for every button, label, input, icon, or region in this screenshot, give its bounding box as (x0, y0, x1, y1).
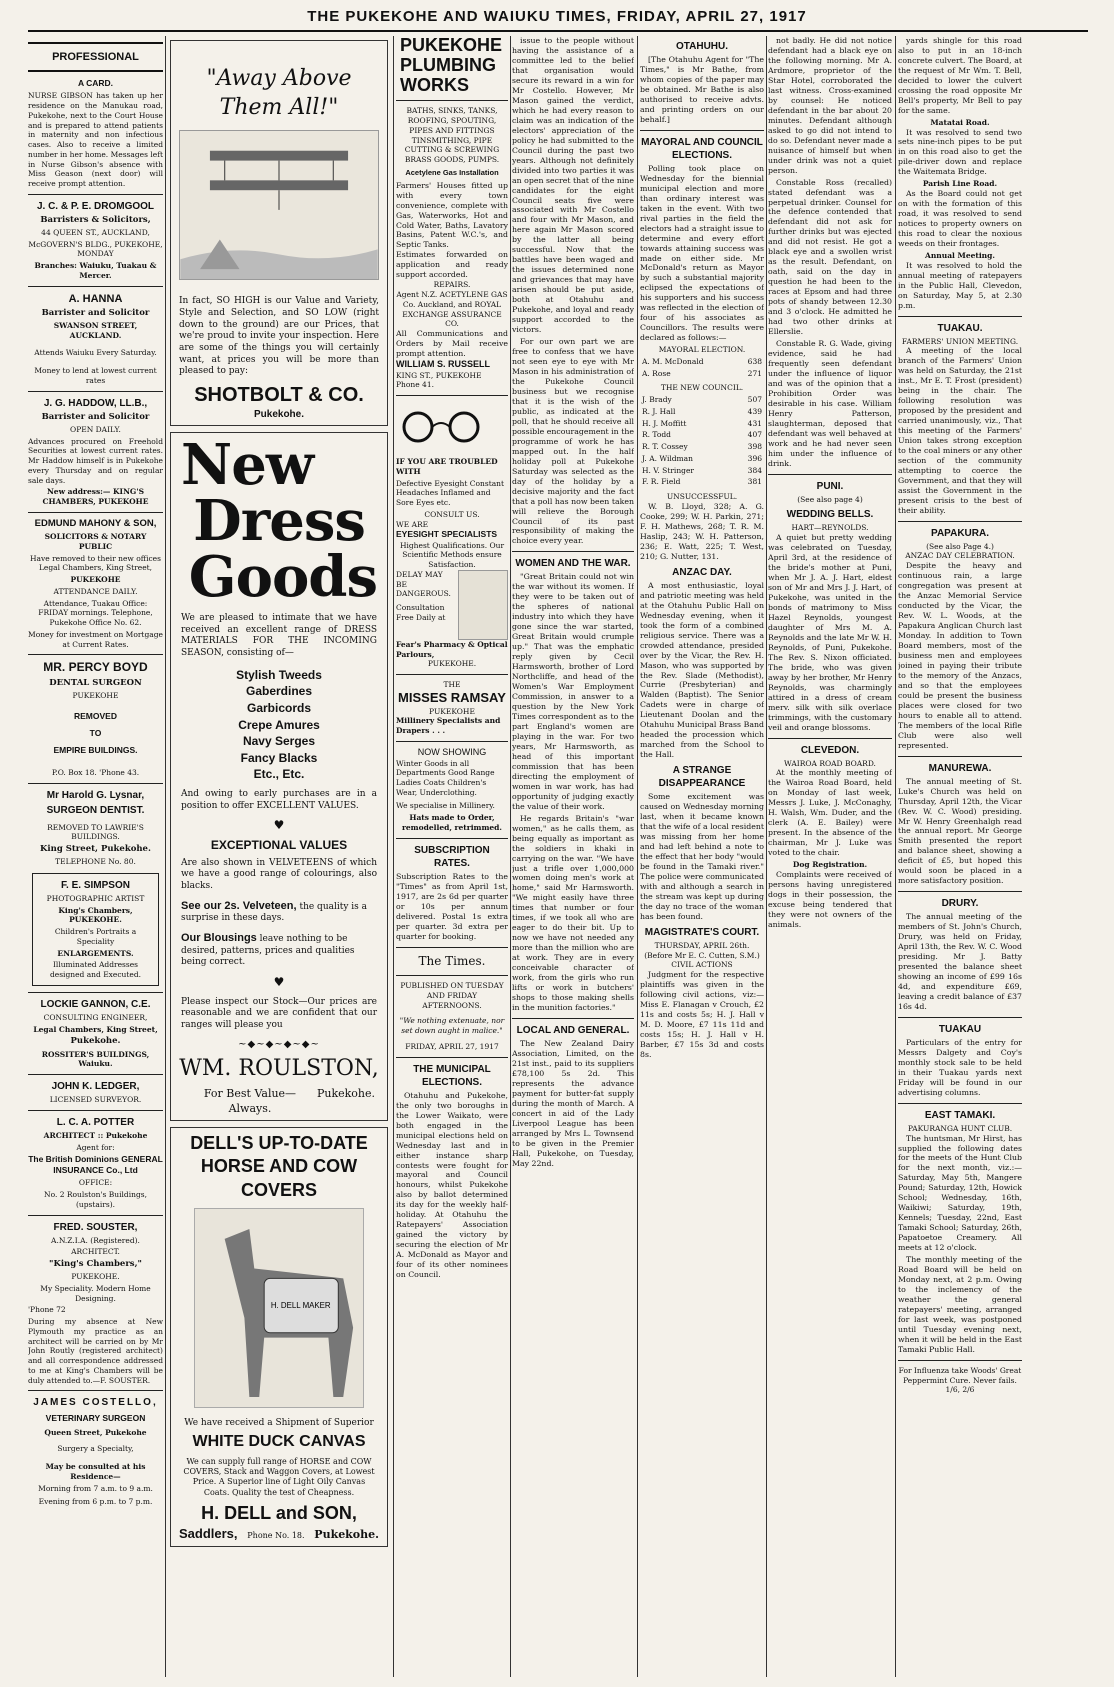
fear-town: PUKEKOHE. (427, 659, 477, 669)
column-six (768, 36, 892, 1677)
papakura-note: (See also Page 4.) (926, 541, 994, 551)
fabric-item: Garbicords (246, 700, 312, 715)
mayoral-title: MAYORAL AND COUNCIL ELECTIONS. (641, 136, 763, 161)
matatai-title: Matatai Road. (930, 117, 990, 127)
column-divider (895, 36, 896, 1677)
mahony-text: Have removed to their new offices Legal Chambers, King Street, (30, 553, 161, 573)
mag-date: THURSDAY, APRIL 26th. (654, 940, 750, 950)
haddow-name: J. G. HADDOW, LL.B., (43, 397, 148, 409)
potter-name: L. C. A. POTTER (56, 1116, 135, 1128)
table-row: R. Todd 407 (642, 430, 762, 440)
unsucc-label: UNSUCCESSFUL. (666, 492, 738, 502)
unsucc-text: W. B. Lloyd, 328; A. G. Cooke, 299; W. H. Parkin, 271; F. H. Mathews, 268; T. R. M. Haslip, 243; W. H. Patterson, 236; E. Watt, 225; T. West, 210; G. Nutter, 131. (640, 501, 764, 561)
table-row: J. Brady 507 (642, 395, 762, 405)
shotbolt-ad (170, 40, 388, 426)
tuakau2-title: TUAKAU (938, 1023, 982, 1035)
fear-consult: CONSULT US. (424, 509, 480, 519)
hanna-name: A. HANNA (68, 292, 123, 305)
plumbing-acetylene: Acetylene Gas Installation (405, 167, 499, 177)
column-divider (165, 36, 166, 1677)
potter-company: The British Dominions GENERAL INSURANCE Co., Ltd (28, 1154, 163, 1176)
fabric-item: Gaberdines (245, 684, 313, 699)
plumbing-comms: All Communications and Orders by Mail receive prompt attention. (396, 329, 508, 359)
flu-ad: For Influenza take Woods' Great Peppermint Cure. Never fails. 1/6, 2/6 (898, 1365, 1022, 1395)
table-row: A. M. McDonald 638 (642, 356, 762, 366)
otahuhu-note: [The Otahuhu Agent for "The Times," is Mr Bathe, from whom copies of the paper may be obtained. Mr Bathe is also authorised to receive advts. and printing orders on our behalf.] (640, 55, 764, 124)
column-three (396, 36, 508, 1677)
fabric-item: Crepe Amures (238, 717, 320, 732)
column-four (512, 36, 634, 1677)
municipal-title: THE MUNICIPAL ELECTIONS. (413, 1063, 491, 1088)
plumbing-title: PUKEKOHE PLUMBING WORKS (400, 36, 503, 95)
east-road-text: The monthly meeting of the Road Board will be held on Monday next, at 2 p.m. Owing to the inclemency of the weather the general ratepayers' meeting, arranged for last week, was postponed until Tuesday evening next, when it will be held in the East Tamaki Public Hall. (898, 1255, 1022, 1354)
dromgool-addr: 44 QUEEN ST., AUCKLAND, (41, 227, 150, 237)
haddow-addr: New address:— KING'S CHAMBERS, PUKEKOHE (42, 487, 149, 507)
dell-headline1: DELL'S UP-TO-DATE (190, 1132, 368, 1153)
table-row: A. Rose 271 (642, 368, 762, 378)
blanket-label: H. DELL MAKER (270, 1301, 331, 1311)
anzac-title: ANZAC DAY. (672, 566, 732, 578)
simpson-spec: Children's Portraits a Speciality (54, 927, 137, 946)
mayor-results-table (640, 355, 764, 381)
tuakau2-text: Particulars of the entry for Messrs Dalgety and Coy's monthly stock sale to be held in their Tuakau yards next Friday will be found in our advertising columns. (898, 1037, 1022, 1097)
dromgool-name: J. C. & P. E. DROMGOOL (36, 200, 155, 212)
boyd-town: PUKEKOHE (72, 691, 119, 701)
roulston-slogan: For Best Value—Always. (203, 1087, 297, 1115)
matatai-text: It was resolved to send two sets nine-inch pipes to be put in on this road also to get the pile-driver down and replace the Waitemata Bridge. (898, 127, 1022, 177)
ramsay-goods: Winter Goods in all Departments Good Range Ladies Coats Children's Wear, Underclothing. (396, 758, 495, 797)
horse-illustration (194, 1208, 364, 1408)
exceptional-text: Are also shown in VELVETEENS of which we have a good range of colourings, also blacks. (181, 857, 377, 891)
farmers-text: A meeting of the local branch of the Farmers' Union was held on Saturday, the 21st inst., Mr E. T. Frost (president) being in the chair. The following resolution was proposed by the president and carried unanimously, viz., That this meeting of the Farmers' Union takes strong exception to the coal miners or any other section of the community attempting to coerce the Government, and that they will assist the Government in the present crisis to the best of their ability. (898, 346, 1022, 515)
mayoral-text: Polling took place on Wednesday for the biennial municipal election and more than ordinary interest was taken in the event. With two rival parties in the field the electors had a straight issue to determine and every effort towards attaining success was made on either side. Mr McDonald's return as Mayor by such a substantial majority eclipsed the expectations of his supporters and his success was reflected in the election of four of his associates as Councillors. The results were declared as follows:— (640, 163, 764, 343)
mag-civil: CIVIL ACTIONS (671, 960, 733, 970)
souster-text: During my absence at New Plymouth my practice as an architect will be carried on by Mr John Routly (registered architect) and all correspondence addressed to me at King's Chambers will be duly attended to.—F. SOUSTER. (28, 1317, 163, 1385)
shotbolt-town: Pukekohe. (253, 409, 305, 421)
table-row: R. T. Cossey 398 (642, 442, 762, 452)
puni-note: (See also page 4) (797, 494, 863, 504)
potter-office: OFFICE: (78, 1178, 113, 1188)
drury-text: The annual meeting of the members of St. John's Church, Drury, was held on Friday, April 13th, the Rev. W. C. Wood presiding. Mr J. Batty presented the balance sheet showing an income of £99 16s 4d, and expenditure £69, leaving a credit balance of £37 16s 4d. (898, 912, 1022, 1011)
anzac2-text: Despite the heavy and continuous rain, a large congregation was present at the Anzac Memorial Service conducted by the Vicar, the Rev. W. L. Woods, at the Papakura Anglican Church last Monday. In addition to Town Board members, most of the business men and employees joined in paying their tribute to the memory of the Anzacs, and so that the employees could be present the business places were closed for two hours to enable all to attend. The members of the local Rifle Club were also well represented. (898, 561, 1022, 750)
clevedon-title: CLEVEDON. (800, 744, 860, 756)
dell-ad (170, 1127, 388, 1548)
dell-text: We can supply full range of HORSE and COW COVERS, Stack and Waggon Covers, at Lowest Price. A Superior line of Light Oily Canvas Coats. Quality the test of Cheapness. (183, 1456, 375, 1497)
dog-text: Complaints were received of persons having unregistered dogs in their possession, the excuse being tendered that they were not owners of the animals. (768, 869, 892, 929)
plumbing-name: WILLIAM S. RUSSELL (396, 358, 490, 369)
parish-title: Parish Line Road. (922, 179, 998, 189)
local-title: LOCAL AND GENERAL. (516, 1025, 630, 1037)
costello-text: May be consulted at his Residence— (45, 1461, 146, 1481)
mahony-tuakau: Attendance, Tuakau Office: FRIDAY mornings. Telephone, Pukekohe Office No. 62. (38, 598, 153, 628)
potter-role: ARCHITECT :: Pukekohe (43, 1130, 148, 1140)
blousings-bold: Our Blousings (181, 931, 257, 944)
ramsay-now: NOW SHOWING (417, 746, 487, 757)
mayoral-label: MAYORAL ELECTION. (658, 345, 746, 355)
road-text: yards shingle for this road also to put in an 18-inch concrete culvert. The Board, at the request of Mr Wm. T. Bell, decided to lower the culvert crossing the road opposite Mr Bell's property, Mr Bell to pay for the same. (898, 36, 1022, 115)
hunt-title: PAKURANGA HUNT CLUB. (907, 1123, 1013, 1133)
column-divider (393, 36, 394, 1677)
plumbing-repairs: REPAIRS. (433, 280, 471, 290)
potter-office-addr: No. 2 Roulston's Buildings, (upstairs). (44, 1190, 147, 1209)
plumbing-services: BATHS, SINKS, TANKS, ROOFING, SPOUTING, PIPES AND FITTINGS TINSMITHING, PIPE CUTTING & SCREWING BRASS GOODS, PUMPS. (404, 106, 500, 165)
money-note: Money to lend at lowest current rates (34, 366, 157, 385)
plumbing-estimates: Estimates forwarded on application and ready support accorded. (396, 250, 508, 280)
dog-title: Dog Registration. (792, 860, 868, 869)
simpson-addr2: Illuminated Addresses designed and Executed. (49, 960, 142, 980)
editorial-text-2: For our own part we are free to confess that we have not seen eye to eye with Mr Mason in his administration of the Pukekohe Council business but we recognise that it is the wish of the public, as indicated at the poll, that he should receive all possible encouragement in the programme of work he has mapped out. In the half holiday poll at Pukekohe Saturday was selected as the day of the holiday by a decisive majority and the fact that a poll has now been taken will relieve the Borough Council of its past responsibility of making the choice every year. (512, 337, 634, 546)
costello-morning: Morning from 7 a.m. to 9 a.m. (38, 1484, 153, 1494)
simpson-addr: King's Chambers, PUKEKOHE. (58, 905, 133, 925)
dell-headline2: HORSE AND COW COVERS (200, 1156, 358, 1200)
mag-before: (Before Mr E. C. Cutten, S.M.) (644, 950, 760, 960)
dell-town: Pukekohe. (314, 1527, 379, 1541)
manurewa-text: The annual meeting of St. Luke's Church was held on Thursday, April 12th, the Vicar (Rev. W. C. Wood) presiding. Mr W. Henry Greenhalgh read the annual report. Mr George Smith presented the report and balance sheet, showing a deficit of £5, but hoped this would soon be placed in a more satisfactory position. (898, 776, 1022, 886)
fear-we-are: WE ARE (396, 519, 429, 529)
fear-list: Defective Eyesight Constant Headaches Inflamed and Sore Eyes etc. (396, 478, 505, 508)
fear-fee: Consultation Free Daily at (396, 603, 446, 622)
dell-received: We have received a Shipment of Superior (184, 1418, 374, 1429)
women-title: WOMEN AND THE WAR. (515, 558, 631, 570)
ramsay-the: THE (443, 680, 461, 690)
simpson-enl: ENLARGEMENTS. (57, 948, 134, 958)
fabric-item: Navy Serges (242, 734, 316, 749)
court-text: not badly. He did not notice defendant had a black eye on the following morning. Mr A. Ardmore, proprietor of the Star Hotel, corroborated the last witness. Cross-examined by counsel: He noticed defendant in the bar about 20 minutes. Defendant although asked to go did not intend to do so. Defendant never made a nuisance of himself but when under drink was not a quiet person. (768, 36, 892, 175)
wedding-sub: HART—REYNOLDS. (791, 523, 869, 533)
otahuhu-title: OTAHUHU. (675, 41, 729, 52)
lysnar-tel: TELEPHONE No. 80. (55, 857, 136, 867)
plumbing-phone: Phone 41. (396, 380, 434, 390)
plumbing-agent: Agent N.Z. ACETYLENE GAS Co. Auckland, and ROYAL EXCHANGE ASSURANCE CO. (396, 290, 508, 329)
heart-ornament-icon: ♥ (273, 975, 285, 990)
souster-role: ARCHITECT. (71, 1247, 120, 1257)
biplane-illustration (179, 130, 379, 280)
spectacles-icon (396, 407, 486, 447)
fear-name: Fear's Pharmacy & Optical Parlours, (396, 639, 508, 659)
dromgool-branches: Branches: Waiuku, Tuakau & Mercer. (34, 261, 157, 280)
haddow-open: OPEN DAILY. (70, 424, 121, 434)
haddow-text: Advances procured on Freehold Securities at lowest current rates. Mr Haddow himself is in Pukekohe every Thursday and on regular sale days. (28, 436, 163, 485)
dell-role: Saddlers, (179, 1525, 238, 1541)
parish-text: As the Board could not get on with the formation of this road, it was resolved to send notices to property owners on this road to clear the noxious weeds on their frontages. (898, 189, 1022, 248)
costello-role: VETERINARY SURGEON (45, 1413, 146, 1424)
annual-text: It was resolved to hold the annual meeting of ratepayers in the Public Hall, Clevedon, on Saturday, May 5, at 2.30 p.m. (898, 260, 1022, 310)
lysnar-name: Mr Harold G. Lysnar, (46, 789, 145, 801)
heart-ornament-icon: ♥ (273, 818, 285, 833)
professional-header: PROFESSIONAL (52, 51, 139, 63)
table-row: R. J. Hall 439 (642, 406, 762, 416)
card-title: A CARD. (77, 78, 114, 89)
souster-spec: My Speciality. Modern Home Designing. (40, 1283, 151, 1303)
ramsay-name: MISSES RAMSAY (398, 689, 506, 705)
wairoa-title: WAIROA ROAD BOARD. (784, 758, 876, 768)
lysnar-removed: REMOVED TO LAWRIE'S BUILDINGS. (47, 822, 144, 842)
subs-text: Subscription Rates to the "Times" as from April 1st, 1917, are 2s 6d per quarter or 10s per annum delivered. Postal 1s extra per quarter. 3d extra per quarter for booking. (396, 871, 508, 941)
shotbolt-name: SHOTBOLT & CO. (194, 384, 364, 407)
council-label: THE NEW COUNCIL. (660, 383, 744, 393)
subs-title: SUBSCRIPTION RATES. (414, 844, 490, 869)
dell-canvas: WHITE DUCK CANVAS (192, 1432, 366, 1450)
roulston-inspect: Please inspect our Stock—Our prices are reasonable and we are confident that our ranges will please you (181, 996, 377, 1030)
wedding-title: WEDDING BELLS. (786, 509, 874, 521)
costello-evening: Evening from 6 p.m. to 7 p.m. (38, 1497, 153, 1507)
masthead (0, 8, 1114, 25)
strange-text: Some excitement was caused on Wednesday morning last, when it became known that the wife of a local resident was missing from her home and had left behind a note to the effect that her body "would be found in the Tamaki river." The police were communicated with and although a search in the stream was kept up during the day no trace of the woman has been found. (640, 792, 764, 921)
drury-title: DRURY. (941, 898, 979, 910)
shotbolt-headline: "Away Above Them All!" (206, 66, 352, 120)
hanna-addr: SWANSON STREET, AUCKLAND. (53, 320, 138, 340)
times-title: The Times. (418, 953, 486, 968)
souster-name: FRED. SOUSTER, (53, 1221, 138, 1233)
velveteen-bold: See our 2s. Velveteen, (181, 899, 297, 912)
boyd-removed: REMOVED (74, 710, 117, 721)
simpson-name: F. E. SIMPSON (61, 879, 130, 891)
papakura-title: PAPAKURA. (931, 527, 989, 539)
gannon-name: LOCKIE GANNON, C.E. (40, 998, 151, 1010)
strange-title: A STRANGE DISAPPEARANCE (658, 765, 746, 790)
costello-spec: Surgery a Specialty, (57, 1444, 134, 1454)
roulston-headline-new: New (181, 432, 314, 499)
boyd-name: MR. PERCY BOYD (43, 660, 148, 675)
times-motto: "We nothing extenuate, nor set down aught in malice." (399, 1016, 505, 1036)
manurewa-title: MANUREWA. (928, 762, 992, 774)
fear-spec: EYESIGHT SPECIALISTS (396, 529, 498, 540)
dell-name: H. DELL and SON, (201, 1503, 357, 1524)
column-five (640, 36, 764, 1677)
mahony-town: PUKEKOHE (70, 575, 121, 585)
mahony-name: EDMUND MAHONY & SON, (34, 517, 157, 529)
mag-title: MAGISTRATE'S COURT. (644, 926, 760, 938)
farmers-title: FARMERS' UNION MEETING. (901, 336, 1019, 346)
roulston-early: And owing to early purchases are in a position to offer EXCELLENT VALUES. (181, 788, 377, 811)
women-text: "Great Britain could not win the war without its women. If they were to be taken out of the spheres of national industry into which they have gone since the war started, Great Britain would crumple up." That was the emphatic reply given by Cecil Harmsworth, brother of Lord Northcliffe, and head of the Women's War Employment Commission, in answer to a question by the New York Times correspondent as to the part England's women are playing in the war. For two years, Mr Harmsworth, as head of this important commission that has been directing the employment of women in war work, has had opportunity of judging exactly the value of their work. (512, 572, 634, 811)
masthead-rule (28, 30, 1088, 32)
fear-delay: DELAY MAY BE DANGEROUS. (396, 569, 451, 599)
plumbing-houses: Farmers' Houses fitted up with every town convenience, complete with Gas, Waterworks, Hot and Cold Water, Baths, Lavatory Basins, Patent W.C.'s, and Septic Tanks. (396, 180, 508, 250)
lysnar-role: SURGEON DENTIST. (46, 804, 145, 816)
ledger-name: JOHN K. LEDGER, (51, 1081, 140, 1092)
table-row: H. J. Moffitt 431 (642, 418, 762, 428)
roulston-town: Pukekohe. (316, 1087, 375, 1101)
column-divider (510, 36, 511, 1677)
potter-agent: Agent for: (76, 1142, 115, 1152)
masthead-title: THE PUKEKOHE AND WAIUKU TIMES, FRIDAY, APRIL 27, 1917 (307, 8, 807, 25)
council-results-table (640, 393, 764, 489)
municipal-text: Otahuhu and Pukekohe, the only two boroughs in the Lower Waikato, were both engaged in the municipal elections held on Wednesday last and in either instance sharp contests were fought for mayoral and Council honours, whilst Pukekohe also by ballot determined its day for the weekly half-holiday. At Otahuhu the Ratepayers' Association gained the victory by securing the election of Mr A. McDonald as Mayor and four of its other nominees on Council. (396, 1090, 508, 1280)
fabric-item: Stylish Tweeds (236, 667, 322, 682)
dromgool-addr2: McGOVERN'S BLDG., PUKEKOHE, MONDAY (28, 239, 163, 259)
roulston-headline-goods: Goods (188, 544, 377, 611)
hanna-note: Attends Waiuku Every Saturday. (34, 348, 157, 358)
fabric-item: Fancy Blacks (240, 750, 318, 765)
souster-town: PUKEKOHE. (71, 1272, 120, 1282)
ornament-divider: ~◆~◆~◆~◆~ (238, 1038, 320, 1050)
boyd-to: TO (89, 727, 102, 738)
gannon-role: CONSULTING ENGINEER, (43, 1012, 148, 1022)
table-row: H. V. Stringer 384 (642, 465, 762, 475)
roulston-ad (170, 432, 388, 1121)
mahony-role: SOLICITORS & NOTARY PUBLIC (44, 532, 147, 551)
lysnar-street: King Street, Pukekohe. (40, 844, 151, 855)
wedding-text: A quiet but pretty wedding was celebrated on Tuesday, April 3rd, at the residence of the bride's mother at Puni, when Mr J. A. J. Hart, eldest son of Mr and Mrs J. J. Hart, of Pukekohe, was united in the bonds of matrimony to Miss Hazel Reynolds, youngest daughter of Mrs M. A. Reynolds and the late Mr W. H. Reynolds, of Puni, Pukekohe. The Rev. S. Nixon officiated. The bride, who was given away by her brother, Mr Henry Reynolds, was charmingly attired in a dress of cream merv. silk with silk overlace trimmings, with the customary veil and orange blossoms. (768, 533, 892, 732)
ramsay-town: PUKEKOHE (429, 706, 475, 716)
boyd-role: DENTAL SURGEON (49, 677, 142, 688)
mahony-att: ATTENDANCE DAILY. (53, 586, 138, 596)
hanna-role: Barrister and Solicitor (41, 307, 150, 318)
exceptional-title: EXCEPTIONAL VALUES (210, 837, 348, 852)
east-title: EAST TAMAKI. (924, 1109, 996, 1121)
ads-column (168, 36, 390, 1677)
lady-illustration (458, 570, 508, 640)
times-pub: PUBLISHED ON TUESDAY AND FRIDAY AFTERNOONS. (400, 981, 504, 1010)
anzac-text: A most enthusiastic, loyal and patriotic meeting was held at the Otahuhu Public Hall on Wednesday evening, when it took the form of a combined religious service. There was a crowded attendance, presided over by the Vicar, the Rev. H. Mason, who was supported by the Rev. Slade (Methodist), Currie (Presbyterian) and Walden (Baptist). The Senior Cadets were in charge of Lieutenant Doolan and the Otahuhu Municipal Brass Band headed the procession which marched from the School to the Hall. (640, 580, 764, 760)
costello-name: JAMES COSTELLO, (33, 1397, 158, 1409)
fear-quals: Highest Qualifications. Our Scientific Methods ensure Satisfaction. (399, 540, 505, 570)
boyd-box: P.O. Box 18. 'Phone 43. (51, 767, 140, 777)
souster-quals: A.N.Z.I.A. (Registered). (51, 1235, 140, 1245)
velveteen-rest: the quality is a surprise in these days. (181, 901, 368, 924)
local-text: The New Zealand Dairy Association, Limited, on the 21st inst., paid to its suppliers £78,100 5s 2d. This represents the advance payment for butter-fat supply during the month of March. A concert in aid of the Lady Liverpool League has been arranged by Mrs L. Townsend to be given in the Premier Hall, Pukekohe, on Tuesday, May 22nd. (512, 1039, 634, 1168)
gannon-addr2: ROSSITER'S BUILDINGS, Waiuku. (41, 1049, 150, 1069)
souster-phone: 'Phone 72 (28, 1305, 66, 1315)
table-row: F. R. Field 381 (642, 477, 762, 487)
roulston-headline-dress: Dress (193, 488, 365, 555)
wairoa-text: At the monthly meeting of the Wairoa Road Board, held on Monday of last week, Messrs J. Luke, J. McConaghy, H. Walsh, Wm. Duder, and the clerk (A. E. Bailey) were present. In the absence of the chairman, Mr J. Luke was voted to the chair. (768, 768, 892, 858)
mahony-money: Money for investment on Mortgage at Current Rates. (28, 629, 163, 649)
simpson-role: PHOTOGRAPHIC ARTIST (46, 893, 145, 903)
fear-question: IF YOU ARE TROUBLED WITH (396, 457, 498, 476)
times-date: FRIDAY, APRIL 27, 1917 (405, 1041, 499, 1051)
court-text-2: Constable Ross (recalled) stated defendant was a perpetual drinker. Counsel for the defence contended that defendant did not ask for further drinks but was ejected and did not resist. He got a black eye and a swollen wrist as the result. Defendant, on oath, said on the day in question he had been to the races at Epsom and had three pots of shandy between 12.30 and 3 o'clock. He admitted he had two other drinks at Ellerslie. (768, 177, 892, 337)
tuakau-title: TUAKAU. (937, 322, 983, 334)
professional-column (28, 36, 163, 1677)
card-text: NURSE GIBSON has taken up her residence on the Manukau road, Pukekohe, next to the Court House and is prepared to attend patients in maternity and non infectious cases. Also to receive a limited number in her home. Messages left in Nurse Gibson's absence with Miss Geason (next door) will receive prompt attention. (28, 91, 163, 189)
puni-title: PUNI. (816, 480, 844, 492)
table-row: J. A. Wildman 396 (642, 453, 762, 463)
blousings-rest: leave nothing to be desired, patterns, prices and qualities being correct. (181, 933, 355, 968)
fabric-item: Etc., Etc. (253, 767, 305, 782)
costello-addr: Queen Street, Pukekohe (44, 1428, 147, 1438)
shotbolt-text: In fact, SO HIGH is our Value and Variety, Style and Selection, and SO LOW (right down to the ground) are our Prices, that we're proud to invite your inspection. Here are some of the things you will certainly want, at prices you will be more than pleased to pay: (179, 296, 379, 377)
women-text-2: He regards Britain's "war women," as he calls them, as being equally as important as the soldiers in khaki in carrying on the war. "We have just a trifle over 1,000,000 women doing men's work at home," said Mr Harmsworth. "We might easily have three times that number or four times, if we took all who are eager to do their bit. Up to now we have not needed any more than the million who are at work. They are in every conceivable character of work, from the girls who run lifts or work in butchers' shops to those making shells in the munition factories." (512, 813, 634, 1013)
ledger-role: LICENSED SURVEYOR. (49, 1095, 142, 1104)
column-divider (766, 36, 767, 1677)
court-text-3: Constable R. G. Wade, giving evidence, said he had frequently seen defendant under the influence of liquor and was of the opinion that a Prohibition Order was desirable in his case. William Henry Patterson, slaughterman, deposed that defendant was well behaved at work and he had never seen him under the influence of drink. (768, 339, 892, 468)
annual-title: Annual Meeting. (925, 250, 995, 260)
gannon-addr: Legal Chambers, King Street, (33, 1024, 158, 1034)
souster-bldg: "King's Chambers," (49, 1259, 142, 1270)
plumbing-street: KING ST., PUKEKOHE (396, 370, 482, 380)
roulston-intro: We are pleased to intimate that we have received an excellent range of DRESS MATERIALS FOR THE INCOMING SEASON, consisting of— (181, 613, 377, 659)
dell-phone: Phone No. 18. (247, 1530, 305, 1540)
ramsay-hats: Hats made to Order, remodelled, retrimmed. (401, 813, 503, 833)
column-divider (637, 36, 638, 1677)
anzac2-title: ANZAC DAY CELEBRATION. (905, 551, 1015, 561)
boyd-empire: EMPIRE BUILDINGS. (53, 744, 138, 755)
column-seven (898, 36, 1022, 1677)
ramsay-role: Millinery Specialists and Drapers . . . (396, 716, 501, 736)
hunt-text: The huntsman, Mr Hirst, has supplied the following dates for the meets of the Hunt Club for the next month, viz.:—Saturday, May 5th, Mangere Pound; Saturday, 12th, Howick School; Wednesday, 16th, Waikiwi; Saturday, 19th, Kennels; Tuesday, 22nd, East Tamaki School; Saturday, 26th, Papatoetoe Creamery. All meets at 12 o'clock. (898, 1133, 1022, 1253)
editorial-text: issue to the people without having the assistance of a committee led to the belief that organisation would secure its reward in a win for Mr Costello. However, Mr Mason gained the verdict, which he had every reason to claim was an indication of the electors' appreciation of the policy he had submitted to the Council during the past two years. Although not definitely divided into two parties it was an open secret that of the nine candidates for the eight Council seats five were associated with Mr Costello and four with Mr Mason, and here again Mr Mason scored by the latter all being successful. Now that the battles have been waged and the issues determined none and grievances that may have arisen should be put aside, both at Otahuhu and Pukekohe, and loyal and ready support accorded to the victors. (512, 36, 634, 335)
ramsay-spec: We specialise in Millinery. (396, 800, 495, 810)
roulston-name: WM. ROULSTON, (179, 1055, 379, 1081)
gannon-town: Pukekohe. (70, 1036, 121, 1047)
haddow-role: Barrister and Solicitor (41, 411, 150, 422)
mag-text: Judgment for the respective plaintiffs was given in the following civil actions, viz:—Miss E. Flanagan v Crouch, £2 11s and costs 5s; H. J. Hall v M. D. Moore, £7 11s 11d and costs 15s; H. J. Hall v H. Barber, £7 15s 3d and costs 8s. (640, 970, 764, 1059)
dromgool-role: Barristers & Solicitors, (40, 214, 151, 225)
